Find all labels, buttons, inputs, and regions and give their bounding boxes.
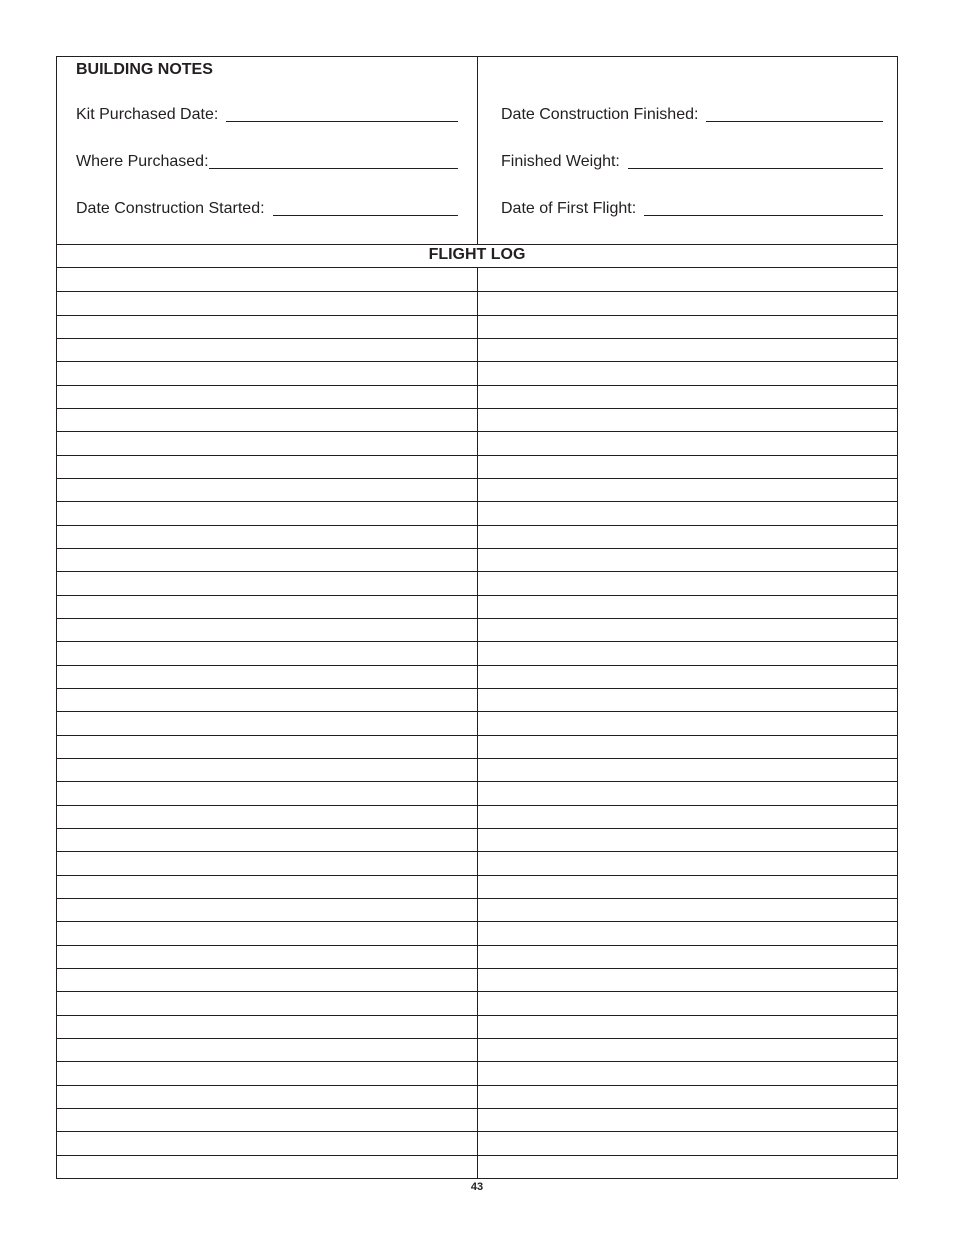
kit-purchased-date-label: Kit Purchased Date:: [76, 106, 219, 123]
flight-log-row-line: [57, 898, 897, 899]
flight-log-row-line: [57, 1155, 897, 1156]
flight-log-row-line: [57, 595, 897, 596]
flight-log-row-line: [57, 291, 897, 292]
flight-log-title: FLIGHT LOG: [57, 245, 897, 268]
page-number: 43: [470, 1181, 484, 1193]
flight-log-row-line: [57, 1015, 897, 1016]
flight-log-row-line: [57, 828, 897, 829]
flight-log-row-line: [57, 968, 897, 969]
flight-log-row-line: [57, 1085, 897, 1086]
date-construction-finished-blank[interactable]: [706, 107, 883, 122]
flight-log-row-line: [57, 478, 897, 479]
date-construction-started-label: Date Construction Started:: [76, 200, 265, 217]
flight-log-row-line: [57, 665, 897, 666]
date-construction-finished-field[interactable]: [501, 105, 883, 125]
flight-log-row-line: [57, 408, 897, 409]
flight-log-row-line: [57, 1061, 897, 1062]
flight-log-row-line: [57, 688, 897, 689]
where-purchased-label: Where Purchased:: [76, 153, 209, 170]
flight-log-row-line: [57, 571, 897, 572]
where-purchased-field[interactable]: [76, 152, 458, 172]
date-construction-started-field[interactable]: [76, 199, 458, 219]
flight-log-row-line: [57, 385, 897, 386]
flight-log-row-line: [57, 431, 897, 432]
flight-log-row-line: [57, 315, 897, 316]
flight-log-row-line: [57, 1131, 897, 1132]
flight-log-row-line: [57, 618, 897, 619]
finished-weight-field[interactable]: [501, 152, 883, 172]
flight-log-row-line: [57, 991, 897, 992]
kit-purchased-date-blank[interactable]: [226, 107, 458, 122]
flight-log-row-line: [57, 711, 897, 712]
flight-log-row-line: [57, 805, 897, 806]
flight-log-row-line: [57, 875, 897, 876]
flight-log-grid[interactable]: [57, 268, 897, 1178]
flight-log-row-line: [57, 781, 897, 782]
building-notes-form: [56, 56, 898, 1179]
finished-weight-label: Finished Weight:: [501, 153, 620, 170]
flight-log-row-line: [57, 945, 897, 946]
flight-log-row-line: [57, 455, 897, 456]
flight-log-row-line: [57, 525, 897, 526]
flight-log-row-line: [57, 548, 897, 549]
flight-log-row-line: [57, 361, 897, 362]
flight-log-row-line: [57, 501, 897, 502]
where-purchased-blank[interactable]: [209, 154, 458, 169]
date-construction-started-blank[interactable]: [273, 201, 458, 216]
flight-log-row-line: [57, 641, 897, 642]
notes-column-divider: [477, 57, 478, 244]
flight-log-column-divider: [477, 268, 478, 1178]
date-of-first-flight-blank[interactable]: [644, 201, 883, 216]
flight-log-row-line: [57, 758, 897, 759]
finished-weight-blank[interactable]: [628, 154, 883, 169]
building-notes-title: BUILDING NOTES: [76, 61, 213, 78]
flight-log-row-line: [57, 1108, 897, 1109]
date-construction-finished-label: Date Construction Finished:: [501, 106, 699, 123]
flight-log-row-line: [57, 1038, 897, 1039]
flight-log-row-line: [57, 921, 897, 922]
flight-log-row-line: [57, 735, 897, 736]
date-of-first-flight-field[interactable]: [501, 199, 883, 219]
flight-log-row-line: [57, 338, 897, 339]
kit-purchased-date-field[interactable]: [76, 105, 458, 125]
date-of-first-flight-label: Date of First Flight:: [501, 200, 637, 217]
building-notes-section: [57, 57, 897, 245]
flight-log-row-line: [57, 851, 897, 852]
